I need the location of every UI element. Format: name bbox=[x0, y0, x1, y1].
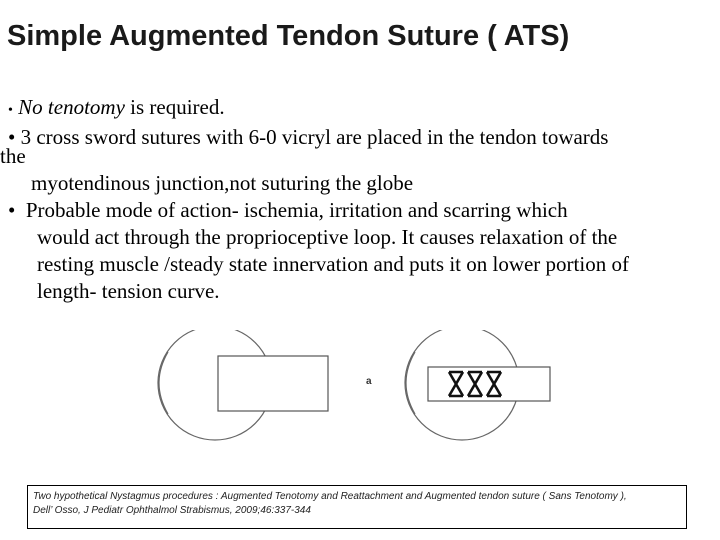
bullet-1 bbox=[0, 94, 720, 124]
bullet-marker: • bbox=[8, 198, 16, 222]
emphasis-no-tenotomy: No tenotomy bbox=[18, 95, 125, 119]
bullet-list bbox=[0, 94, 720, 305]
bullet-3-continued-1 bbox=[0, 224, 720, 251]
bullet-marker: • bbox=[8, 125, 16, 149]
citation-line-1: Two hypothetical Nystagmus procedures : Augmented Tenotomy and Reattachment and Augmented tendon suture ( Sans Tenotomy ), bbox=[33, 491, 627, 502]
bullet-2-line-3: myotendinous junction,not suturing the globe bbox=[31, 171, 414, 195]
bullet-3-line-2: would act through the proprioceptive loop. It causes relaxation of the bbox=[37, 225, 618, 249]
bullet-1-text: is required. bbox=[124, 95, 225, 119]
globe-tendon-left bbox=[158, 330, 328, 440]
citation-line-2: Dell’ Osso, J Pediatr Ophthalmol Strabismus, 2009;46:337-344 bbox=[33, 505, 311, 516]
bullet-3-line-3: resting muscle /steady state innervation and puts it on lower portion of bbox=[37, 252, 629, 276]
suture-diagram bbox=[140, 330, 580, 450]
bullet-2-line-2: the bbox=[0, 144, 26, 168]
bullet-3-line-1: Probable mode of action- ischemia, irritation and scarring which bbox=[25, 198, 568, 222]
bullet-2-line-1: 3 cross sword sutures with 6-0 vicryl are placed in the tendon towards bbox=[20, 125, 609, 149]
bullet-3-line-4: length- tension curve. bbox=[37, 279, 220, 303]
bullet-3-continued-3 bbox=[0, 278, 720, 305]
slide-title: Simple Augmented Tendon Suture ( ATS) bbox=[7, 20, 570, 52]
bullet-marker: • bbox=[8, 103, 13, 118]
bullet-2-continued bbox=[0, 170, 720, 197]
figure-label: a bbox=[366, 376, 372, 387]
globe-tendon-right bbox=[405, 330, 550, 440]
bullet-3 bbox=[0, 197, 720, 224]
citation-box bbox=[27, 485, 687, 529]
bullet-3-continued-2 bbox=[0, 251, 720, 278]
bullet-2-wrap bbox=[0, 143, 720, 170]
